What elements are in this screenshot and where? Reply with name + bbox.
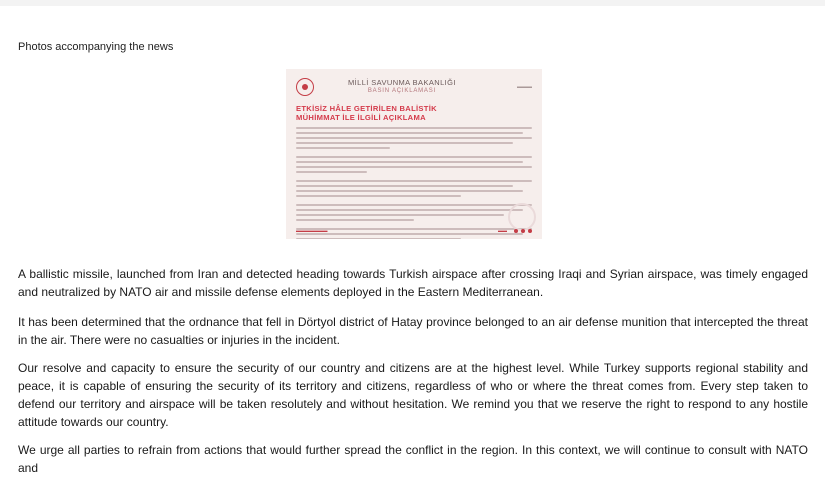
- social-icon: [528, 229, 532, 233]
- article-paragraph: A ballistic missile, launched from Iran and detected heading towards Turkish airspace after crossing Iraqi and Syrian airspace, was timely engaged and neutralized by NATO air and missile defense elements deployed in the Eastern Mediterranean.: [18, 267, 808, 299]
- statement-org-subtitle: BASIN AÇIKLAMASI: [367, 88, 436, 94]
- social-icons: [498, 228, 532, 233]
- statement-org-name: MİLLİ SAVUNMA BAKANLIĞI: [348, 78, 456, 87]
- watermark-seal-icon: [508, 203, 536, 231]
- photos-caption: Photos accompanying the news: [18, 41, 174, 53]
- article-paragraph: It has been determined that the ordnance that fell in Dörtyol district of Hatay province belonged to an air defense munition that intercepted the threat in the air. There were no casualties or injuries in the incident.: [18, 315, 808, 347]
- statement-org: [348, 79, 456, 95]
- statement-header: [296, 76, 532, 98]
- ministry-emblem-icon: [296, 78, 314, 96]
- statement-date: ▬▬▬: [517, 84, 532, 90]
- statement-body-text: [296, 127, 532, 239]
- article-paragraph: We urge all parties to refrain from actions that would further spread the conflict in the region. In this context, we will continue to consult with NATO and: [18, 443, 808, 475]
- social-icon: [521, 229, 525, 233]
- statement-title-line2: MÜHİMMAT İLE İLGİLİ AÇIKLAMA: [296, 113, 426, 122]
- press-statement-image[interactable]: [286, 69, 542, 239]
- statement-footer-link: ▬▬▬▬▬▬▬: [296, 228, 328, 233]
- social-icon: [514, 229, 518, 233]
- statement-footer: [296, 228, 532, 233]
- statement-handle: ▬▬: [498, 228, 507, 233]
- article-paragraph: Our resolve and capacity to ensure the security of our country and citizens are at the highest level. While Turkey supports regional stability and peace, it is capable of ensuring the security of its territory and citizens, regardless of who or where the threat comes from. Every step taken to defend our territory and airspace will be taken resolutely and without hesitation. We remind you that we reserve the right to respond to any hostile attitude towards our country.: [18, 361, 808, 429]
- statement-title: [296, 104, 532, 122]
- top-bar: [0, 0, 825, 6]
- statement-title-line1: ETKİSİZ HÂLE GETİRİLEN BALİSTİK: [296, 104, 437, 113]
